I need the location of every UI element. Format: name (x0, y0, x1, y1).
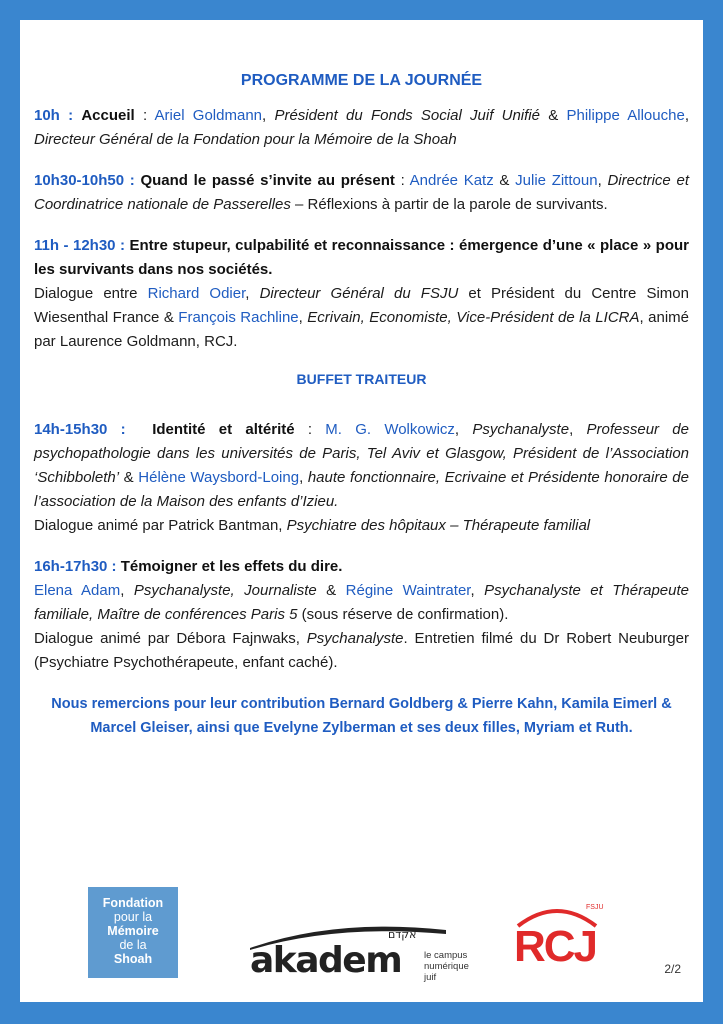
speaker-name: Andrée Katz (409, 172, 494, 189)
program-content (34, 104, 689, 740)
rcj-logo: FSJU RCJ (512, 900, 602, 980)
speaker-name: Elena Adam (34, 582, 121, 599)
speaker-role: Psychanalyste, Journaliste (133, 582, 317, 599)
speaker-name: Hélène Waysbord-Loing (138, 469, 300, 486)
speaker-name: M. G. Wolkowicz (325, 421, 455, 438)
session-stupeur: 11h - 12h30 : Entre stupeur, culpabilité et reconnaissance : émergence d’une « place » pour les survivants dans nos sociétés. Dialogue entre Richard Odier, Directeur Général du FSJU et Président du Centre Simon Wiesenthal France & François Rachline, Ecrivain, Economiste, Vice-Président de la LICRA, animé par Laurence Goldmann, RCJ. (34, 237, 690, 350)
session-passe-present: 10h30-10h50 : Quand le passé s’invite au présent : Andrée Katz & Julie Zittoun, Directrice et Coordinatrice nationale de Passerelles – Réflexions à partir de la parole de survivants. (34, 172, 689, 213)
page-number: 2/2 (664, 962, 681, 976)
session-topic: Identité et altérité (152, 421, 295, 438)
speaker-role: Directeur Général de la Fondation pour la Mémoire de la Shoah (34, 131, 457, 148)
session-time: 10h30-10h50 : (34, 172, 135, 189)
session-topic: Quand le passé s’invite au présent (140, 172, 395, 189)
akadem-logo: אקדם akadem le campus numérique juif (246, 910, 466, 982)
speaker-name: Régine Waintrater (345, 582, 471, 599)
speaker-role: haute fonctionnaire, Ecrivaine et Présidente honoraire de l’association de la Maison des enfants d’Izieu. (34, 469, 689, 510)
speaker-role: Psychanalyste (472, 421, 570, 438)
speaker-role: Ecrivain, Economiste, Vice-Président de la LICRA (307, 309, 640, 326)
speaker-role: Président du Fonds Social Juif Unifié (274, 107, 540, 124)
fondation-memoire-shoah-logo: Fondation pour la Mémoire de la Shoah (88, 887, 178, 978)
document-page (20, 20, 703, 1002)
session-accueil: 10h : Accueil : Ariel Goldmann, Président du Fonds Social Juif Unifié & Philippe Allouche, Directeur Général de la Fondation pour la Mémoire de la Shoah (34, 107, 689, 148)
session-identite: 14h-15h30 : Identité et altérité : M. G. Wolkowicz, Psychanalyste, Professeur de psychopathologie dans les universités de Paris, Tel Aviv et Glasgow, Président de l’Association ‘Schibboleth’ & Hélène Waysbord-Loing, haute fonctionnaire, Ecrivaine et Présidente honoraire de l’association de la Maison des enfants d’Izieu. Dialogue animé par Patrick Bantman, Psychiatre des hôpitaux – Thérapeute familial (34, 421, 689, 534)
session-time: 10h : (34, 107, 74, 124)
page-title: PROGRAMME DE LA JOURNÉE (240, 72, 483, 89)
session-time: 16h-17h30 : (34, 558, 117, 575)
acknowledgements: Nous remercions pour leur contribution Bernard Goldberg & Pierre Kahn, Kamila Eimerl & Marcel Gleiser, ainsi que Evelyne Zylberman et ses deux filles, Myriam et Ruth. (51, 696, 672, 736)
speaker-role: Directeur Général du FSJU (259, 285, 459, 302)
speaker-name: Julie Zittoun (515, 172, 598, 189)
session-temoigner: 16h-17h30 : Témoigner et les effets du dire. Elena Adam, Psychanalyste, Journaliste & Régine Waintrater, Psychanalyste et Thérapeute familiale, Maître de conférences Paris 5 (sous réserve de confirmation). Dialogue animé par Débora Fajnwaks, Psychanalyste. Entretien filmé du Dr Robert Neuburger (Psychiatre Psychothérapeute, enfant caché). (34, 558, 689, 671)
speaker-role: Psychanalyste et Thérapeute familiale, Maître de conférences Paris 5 (34, 582, 689, 623)
session-description: – Réflexions à partir de la parole de survivants. (290, 196, 608, 213)
speaker-name: Ariel Goldmann (154, 107, 263, 124)
speaker-name: Philippe Allouche (566, 107, 685, 124)
session-topic: Entre stupeur, culpabilité et reconnaissance : émergence d’une « place » pour les survivants dans nos sociétés. (34, 237, 690, 278)
session-time: 14h-15h30 : (34, 421, 126, 438)
session-topic: Témoigner et les effets du dire. (120, 558, 343, 575)
speaker-role: Directrice et Coordinatrice nationale de Passerelles (34, 172, 689, 213)
speaker-role: Professeur de psychopathologie dans les universités de Paris, Tel Aviv et Glasgow, Président de l’Association ‘Schibboleth’ (34, 421, 689, 486)
session-time: 11h - 12h30 : (34, 237, 125, 254)
session-topic: Accueil (81, 107, 135, 124)
speaker-name: Richard Odier (147, 285, 246, 302)
speaker-name: François Rachline (178, 309, 299, 326)
moderator-role: Psychiatre des hôpitaux – Thérapeute familial (286, 517, 591, 534)
moderator-role: Psychanalyste (306, 630, 404, 647)
buffet-heading: BUFFET TRAITEUR (296, 371, 427, 387)
